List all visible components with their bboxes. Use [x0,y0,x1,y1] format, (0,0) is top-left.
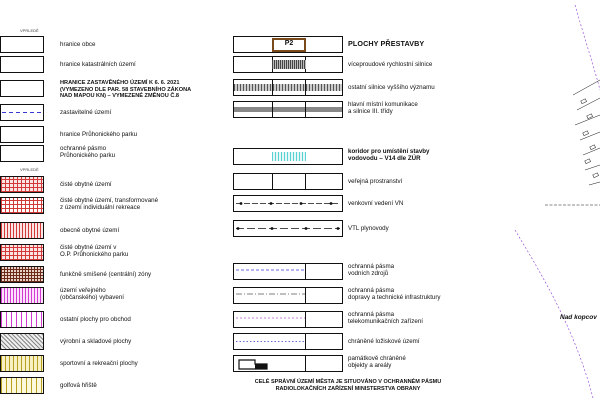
swatch-golf [0,377,44,394]
swatch-park-boundary [0,126,44,143]
water-corridor-hatch [272,152,306,161]
legend-label-public-spaces: veřejná prostranství [348,178,403,185]
developable-area-dash-line [0,104,44,121]
swatch-major-roads [233,79,343,96]
vprlede-top-label: VPRLEDĚ [20,28,39,33]
deposit-area-line [233,333,307,350]
map-place-label: Nad kopcov [560,314,597,321]
map-inset [505,0,600,400]
legend-label-sport-recreation: sportovní a rekreační plochy [60,360,138,367]
legend-label-industrial: výrobní a skladové plochy [60,338,132,345]
radiolocation-zone-note: CELÉ SPRÁVNÍ ÚZEMÍ MĚSTA JE SITUOVÁNO V OCHRANNÉM PÁSMU RADIOLOKAČNÍCH ZAŘÍZENÍ MINISTERSTVA OBRANY [254,379,442,392]
swatch-municipal-boundary [0,36,44,53]
legend-label-general-residential: obecně obytné území [60,227,120,234]
swatch-industrial [0,333,44,350]
swatch-built-up-boundary [0,80,44,97]
legend-label-heritage: památkově chráněné objekty a areály [348,355,406,370]
legend-label-mixed-central: funkčně smíšené (centrální) zóny [60,271,152,278]
legend-label-municipal-boundary: hranice obce [60,41,96,48]
legend-label-telecom-protection: ochranná pásma telekomunikačních zařízení [348,311,423,326]
swatch-transformed-residential [0,197,44,214]
legend-label-transformed-residential: čisté obytné území, transformované z území individuální rekreace [60,197,159,212]
telecom-protection-line [233,311,307,328]
map-inset-drawing [505,0,600,400]
hv-line-symbol [233,195,343,212]
legend-label-built-up-boundary: HRANICE ZASTAVĚNÉHO ÚZEMÍ K 6. 6. 2021 (VYMEZENO DLE PAR. 58 STAVEBNÍHO ZÁKONA NAD MAPOU KN) – VYMEZENÉ ZMĚNOU Č.8 [60,80,192,100]
vprlede-mid-label: VPRLEDĚ [20,167,39,172]
heritage-symbol [236,355,276,372]
expressway-band [272,60,306,69]
legend-label-gas-pipeline: VTL plynovody [348,225,389,232]
swatch-local-roads [233,101,343,118]
swatch-sport-recreation [0,355,44,372]
swatch-redevelopment [233,36,343,53]
legend-label-redevelopment: PLOCHY PŘESTAVBY [348,39,425,48]
legend-label-hv-line: venkovní vedení VN [348,200,404,207]
legend-label-retail: ostatní plochy pro obchod [60,316,131,323]
legend-label-cadastral-boundary: hranice katastrálních území [60,61,136,68]
swatch-general-residential [0,222,44,239]
infra-protection-line [233,287,307,304]
legend-label-public-amenities: území veřejného (občanského) vybavení [60,287,124,302]
legend-label-major-roads: ostatní silnice vyššího významu [348,84,435,91]
legend-label-park-protection-zone: ochranné pásmo Průhonického parku [60,145,116,160]
legend-label-developable-area: zastavitelné území [60,109,112,116]
legend-label-water-protection: ochranná pásma vodních zdrojů [348,263,395,278]
p2-code-text: P2 [284,40,294,47]
swatch-mixed-central [0,266,44,283]
legend-label-golf: golfová hřiště [60,382,97,389]
legend-label-park-boundary: hranice Průhonického parku [60,131,138,138]
legend-label-residential-in-park-zone: čisté obytné území v O.P. Průhonického parku [60,244,129,259]
legend-label-deposit-area: chráněné ložiskové území [348,338,420,345]
water-protection-line [233,263,307,280]
swatch-park-protection-zone [0,145,44,162]
legend-label-pure-residential: čisté obytné území [60,181,112,188]
swatch-water-corridor [233,148,343,165]
legend-label-water-corridor: koridor pro umístění stavby vodovodu – V14 dle ZÚR [348,148,430,163]
swatch-multilane-expressway [233,56,343,73]
legend-label-infra-protection: ochranná pásma dopravy a technické infrastruktury [348,287,441,302]
legend-label-multilane-expressway: víceproudové rychlostní silnice [348,61,433,68]
gas-pipeline-symbol [233,220,343,237]
swatch-residential-in-park-zone [0,244,44,261]
swatch-public-spaces [233,173,343,190]
swatch-cadastral-boundary [0,56,44,73]
swatch-public-amenities [0,287,44,304]
swatch-retail [0,311,44,328]
legend-label-local-roads: hlavní místní komunikace a silnice III. třídy [348,101,418,116]
swatch-pure-residential [0,176,44,193]
